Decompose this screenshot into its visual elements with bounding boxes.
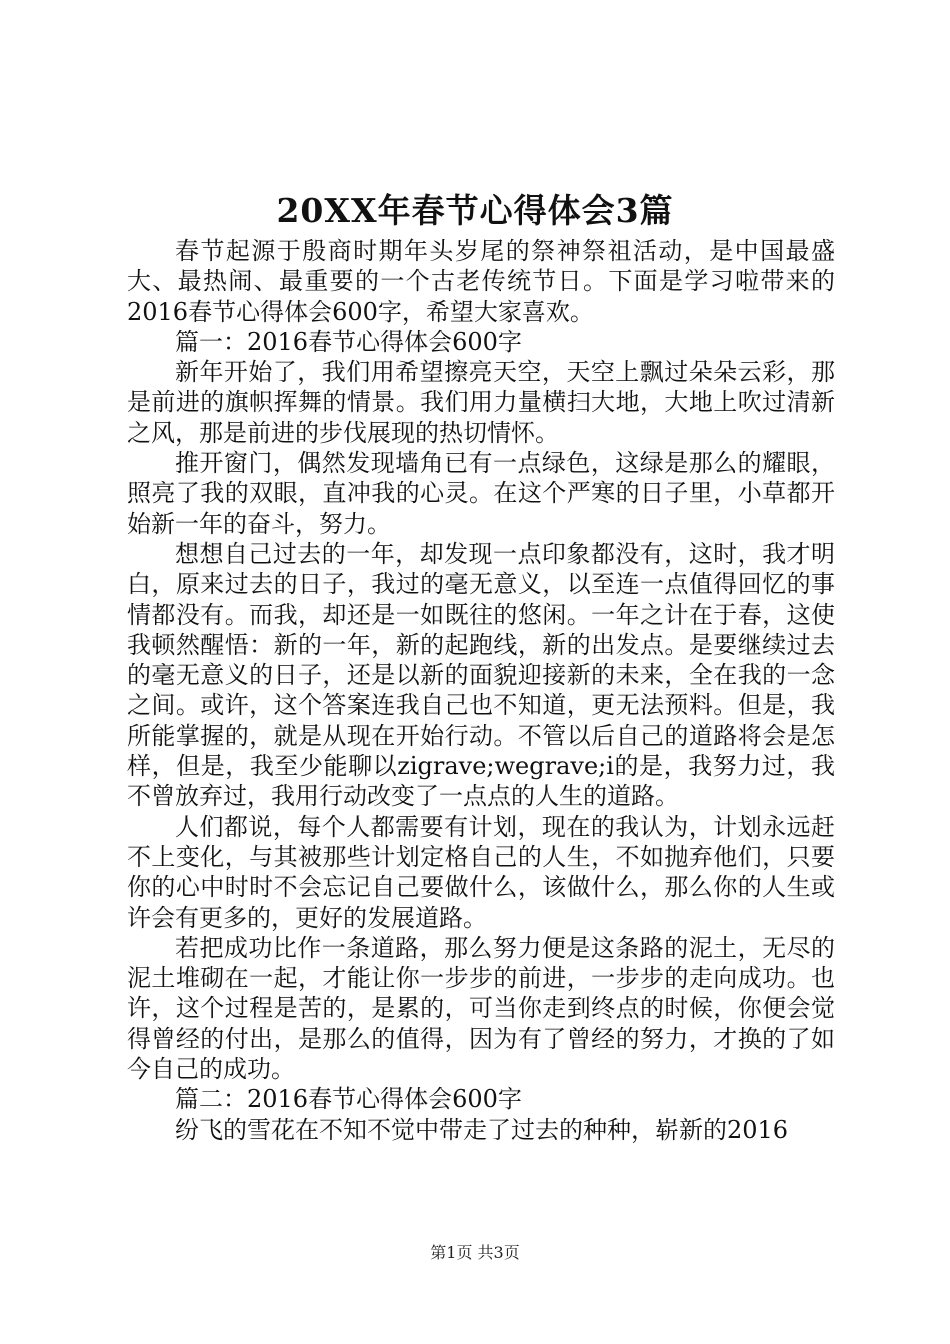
- paragraph-intro: 春节起源于殷商时期年头岁尾的祭神祭祖活动，是中国最盛大、最热闹、最重要的一个古老传统节日。下面是学习啦带来的2016春节心得体会600字，希望大家喜欢。: [127, 237, 835, 326]
- paragraph: 纷飞的雪花在不知不觉中带走了过去的种种，崭新的2016: [175, 1115, 789, 1144]
- paragraph: 想想自己过去的一年，却发现一点印象都没有，这时，我才明白，原来过去的日子，我过的毫无意义，以至连一点值得回忆的事情都没有。而我，却还是一如既往的悠闲。一年之计在于春，这使我顿然醒悟：新的一年，新的起跑线，新的出发点。是要继续过去的毫无意义的日子，还是以新的面貌迎接新的未来，全在我的一念之间。或许，这个答案连我自己也不知道，更无法预料。但是，我所能掌握的，就是从现在开始行动。不管以后自己的道路将会是怎样，但是，我至少能聊以zigrave;wegrave;i的是，我努力过，我不曾放弃过，我用行动改变了一点点的人生的道路。: [127, 539, 835, 811]
- paragraph: 人们都说，每个人都需要有计划，现在的我认为，计划永远赶不上变化，与其被那些计划定格自己的人生，不如抛弃他们，只要你的心中时时不会忘记自己要做什么，该做什么，那么你的人生或许会有更多的，更好的发展道路。: [127, 812, 835, 932]
- section-heading-2: 篇二：2016春节心得体会600字: [175, 1085, 522, 1114]
- document-body: [127, 236, 835, 1145]
- paragraph: 若把成功比作一条道路，那么努力便是这条路的泥土，无尽的泥土堆砌在一起，才能让你一步步的前进，一步步的走向成功。也许，这个过程是苦的，是累的，可当你走到终点的时候，你便会觉得曾经的付出，是那么的值得，因为有了曾经的努力，才换的了如今自己的成功。: [127, 933, 835, 1084]
- section-heading-1: 篇一：2016春节心得体会600字: [175, 327, 522, 356]
- document-title: 20XX年春节心得体会3篇: [276, 191, 674, 230]
- paragraph: 推开窗门，偶然发现墙角已有一点绿色，这绿是那么的耀眼，照亮了我的双眼，直冲我的心灵。在这个严寒的日子里，小草都开始新一年的奋斗，努力。: [127, 449, 835, 538]
- paragraph: 新年开始了，我们用希望擦亮天空，天空上飘过朵朵云彩，那是前进的旗帜挥舞的情景。我们用力量横扫大地，大地上吹过清新之风，那是前进的步伐展现的热切情怀。: [127, 358, 835, 447]
- page-footer: 第1页 共3页: [430, 1243, 520, 1262]
